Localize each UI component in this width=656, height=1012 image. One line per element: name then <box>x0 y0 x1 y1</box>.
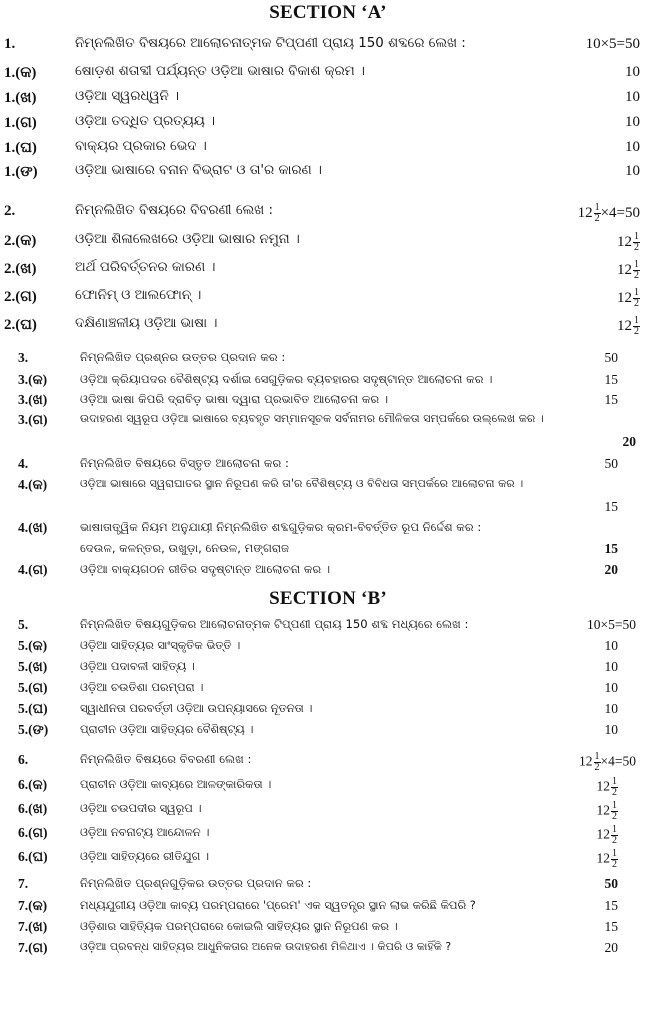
part-text: ସ୍ୱାଧୀନତା ପରବର୍ତ୍ତୀ ଓଡ଼ିଆ ଉପନ୍ୟାସରେ ନୂତନତା । <box>80 701 313 715</box>
part-marks: 10 <box>625 64 640 80</box>
part-number: 1.(ଘ) <box>4 140 37 156</box>
part-marks: 10 <box>625 114 640 130</box>
question-text: ନିମ୍ନଲିଖିତ ପ୍ରଶ୍ନଗୁଡ଼ିକର ଉତ୍ତର ପ୍ରଦାନ କର : <box>80 876 312 890</box>
part-marks: 12 $\frac{1}{2}$ <box>617 231 639 253</box>
part-number: 3.(ଗ) <box>18 412 48 427</box>
part-marks: 10 <box>604 680 618 695</box>
question-marks: 12 $\frac{1}{2}$ ×4=50 <box>579 751 636 773</box>
part-marks: 10 <box>625 163 640 179</box>
part-text: ପ୍ରାଚୀନ ଓଡ଼ିଆ ସାହିତ୍ୟର ବୈଶିଷ୍ଟ୍ୟ । <box>80 722 254 736</box>
part-number: 2.(ଖ) <box>4 261 37 277</box>
part-marks: 10 <box>604 638 618 653</box>
section-a-heading: SECTION ‘A’ <box>269 2 387 23</box>
question-number: 5. <box>18 617 29 632</box>
part-number: 3.(ଖ) <box>18 392 48 407</box>
question-text: ନିମ୍ନଲିଖିତ ବିଷୟଗୁଡ଼ିକର ଆଲୋଚନାତ୍ମକ ଟିପ୍ପଣୀ ପ୍ରାୟ 150 ଶବ୍ଦ ମଧ୍ୟରେ ଲେଖ : <box>80 617 469 631</box>
question-marks: 50 <box>604 876 618 891</box>
part-number: 2.(କ) <box>4 233 37 249</box>
part-number: 1.(ଗ) <box>4 115 37 131</box>
question-number: 1. <box>4 36 16 52</box>
part-number: 2.(ଘ) <box>4 317 37 333</box>
part-number: 6.(ଖ) <box>18 801 48 816</box>
part-number: 4.(ଗ) <box>18 562 48 577</box>
part-marks: 10 <box>625 139 640 155</box>
part-text: ବାକ୍ୟର ପ୍ରକାର ଭେଦ । <box>75 139 207 154</box>
part-marks: 12 $\frac{1}{2}$ <box>617 315 639 337</box>
part-number: 6.(ଗ) <box>18 825 48 840</box>
part-marks: 12 $\frac{1}{2}$ <box>596 776 617 798</box>
question-marks: 10×5=50 <box>587 617 636 632</box>
part-text: ଓଡ଼ିଆ ଭାଷାରେ ବନାନ ବିଭ୍ରାଟ ଓ ତା'ର କାରଣ । <box>75 163 322 178</box>
part-text: ଓଡ଼ିଆ କ୍ରିୟାପଦର ବୈଶିଷ୍ଟ୍ୟ ଦର୍ଶାଇ ସେଗୁଡ଼ିକର ବ୍ୟବହାରର ସଦୃଷ୍ଟାନ୍ତ ଆଲୋଚନା କର । <box>80 372 493 386</box>
part-text: ଓଡ଼ିଆ ତଦ୍ଧିତ ପ୍ରତ୍ୟୟ । <box>75 114 216 129</box>
question-3c-marks: 20 <box>622 434 636 449</box>
part-text: ଓଡ଼ିଆ ପ୍ରବନ୍ଧ ସାହିତ୍ୟର ଆଧୁନିକତାର ଅନେକ ଉଦାହରଣ ମିଳିଥାଏ । କିପରି ଓ କାହିଁକି ? <box>80 940 452 953</box>
part-marks: 10 <box>604 659 618 674</box>
part-marks: 10 <box>604 701 618 716</box>
part-text: ମଧ୍ୟଯୁଗୀୟ ଓଡ଼ିଆ କାବ୍ୟ ପରମ୍ପରାରେ 'ପ୍ରେମ' ଏକ ସ୍ୱତନ୍ତ୍ର ସ୍ଥାନ ଲାଭ କରିଛି କିପରି ? <box>80 898 476 912</box>
part-marks: 20 <box>604 940 618 955</box>
question-marks: 50 <box>604 456 618 471</box>
question-marks: 10×5=50 <box>585 36 640 52</box>
part-marks: 15 <box>604 392 618 407</box>
part-text: ଓଡ଼ିଆ ଚଉପଦୀର ସ୍ୱରୂପ । <box>80 801 202 815</box>
question-number: 4. <box>18 456 29 471</box>
part-text: ଷୋଡ଼ଶ ଶତାବ୍ଦୀ ପର୍ଯ୍ୟନ୍ତ ଓଡ଼ିଆ ଭାଷାର ବିକାଶ କ୍ରମ । <box>75 64 365 79</box>
part-text: ଓଡ଼ିଆ ସାହିତ୍ୟର ସାଂସ୍କୃତିକ ଭିତ୍ତି । <box>80 638 241 652</box>
part-marks: 12 $\frac{1}{2}$ <box>596 848 617 870</box>
part-marks: 15 <box>604 541 618 556</box>
part-number: 5.(ଗ) <box>18 680 48 695</box>
part-marks: 20 <box>604 562 618 577</box>
question-number: 3. <box>18 350 29 365</box>
part-number: 4.(କ) <box>18 477 48 492</box>
question-text: ନିମ୍ନଲିଖିତ ବିଷୟରେ ଆଲୋଚନାତ୍ମକ ଟିପ୍ପଣୀ ପ୍ରାୟ 150 ଶବ୍ଦରେ ଲେଖ : <box>75 36 466 51</box>
question-marks: 50 <box>604 350 618 365</box>
part-marks: 10 <box>625 89 640 105</box>
part-text: ଓଡ଼ିଆ ସାହିତ୍ୟରେ ରୀତିଯୁଗ । <box>80 849 210 863</box>
part-number: 5.(ଘ) <box>18 701 48 716</box>
question-text: ନିମ୍ନଲିଖିତ ବିଷୟରେ ବିବରଣୀ ଲେଖ : <box>80 752 252 766</box>
part-number: 3.(କ) <box>18 372 48 387</box>
part-text: ଓଡ଼ିଆ ସ୍ୱରଧ୍ୱନି । <box>75 89 180 104</box>
part-marks: 12 $\frac{1}{2}$ <box>617 287 639 309</box>
part-number: 7.(ଗ) <box>18 940 48 955</box>
part-text: ଓଡ଼ିଆ ଶିଳାଲେଖରେ ଓଡ଼ିଆ ଭାଷାର ନମୁନା । <box>75 232 300 247</box>
question-text: ନିମ୍ନଲିଖିତ ବିଷୟରେ ବିବରଣୀ ଲେଖ : <box>75 203 273 218</box>
part-text: ଓଡ଼ିଆ ଭାଷା କିପରି ଦ୍ରାବିଡ଼ ଭାଷା ଦ୍ୱାରା ପ୍ରଭାବିତ ଆଲୋଚନା କର । <box>80 392 389 406</box>
section-b-heading: SECTION ‘B’ <box>269 588 387 609</box>
part-number: 5.(ଙ) <box>18 722 49 737</box>
part-number: 4.(ଖ) <box>18 520 48 535</box>
part-marks: 12 $\frac{1}{2}$ <box>596 824 617 846</box>
part-text: ଅର୍ଥ ପରିବର୍ତ୍ତନର କାରଣ । <box>75 260 216 275</box>
part-number: 2.(ଗ) <box>4 289 37 305</box>
part-marks: 15 <box>604 898 618 913</box>
part-marks: 10 <box>604 722 618 737</box>
question-4a-marks: 15 <box>604 499 618 514</box>
question-number: 7. <box>18 876 29 891</box>
part-text: ଉଦାହରଣ ସ୍ୱରୂପ ଓଡ଼ିଆ ଭାଷାରେ ବ୍ୟବହୃତ ସମ୍ମାନସୂଚକ ସର୍ବନାମର ମୌଳିକତା ସମ୍ପର୍କରେ ଉଲ୍ଲେଖ କର । <box>80 412 544 425</box>
part-text: ଓଡ଼ିଆ ପଦାବଳୀ ସାହିତ୍ୟ । <box>80 659 195 673</box>
half-fraction: $\frac{1}{2}$ <box>594 202 600 224</box>
part-number: 7.(ଖ) <box>18 919 48 934</box>
part-text: ଓଡ଼ିଶାର ସାହିତ୍ୟିକ ପରମ୍ପରାରେ କୋଇଲି ସାହିତ୍ୟର ସ୍ଥାନ ନିରୂପଣ କର । <box>80 919 398 933</box>
part-number: 7.(କ) <box>18 898 48 913</box>
part-word-list: ଦେଉଳ, କଳନ୍ତର, ଉଖୁଡ଼ା, ନେଉଳ, ମଙ୍ଗରାଜ <box>80 541 290 555</box>
part-marks: 15 <box>604 372 618 387</box>
part-text: ପ୍ରାଚୀନ ଓଡ଼ିଆ କାବ୍ୟରେ ଆଳଙ୍କାରିକତା । <box>80 777 272 791</box>
part-number: 5.(ଖ) <box>18 659 48 674</box>
part-marks: 15 <box>604 919 618 934</box>
part-text: ଦକ୍ଷିଣାଞ୍ଚଳୀୟ ଓଡ଼ିଆ ଭାଷା । <box>75 316 218 331</box>
part-number: 6.(କ) <box>18 777 48 792</box>
part-text: ଓଡ଼ିଆ ଚଉତିଶା ପରମ୍ପରା । <box>80 680 204 694</box>
part-text: ଓଡ଼ିଆ ଭାଷାରେ ସ୍ୱରାଘାତର ସ୍ଥାନ ନିରୂପଣ କରି ତା'ର ବୈଶିଷ୍ଟ୍ୟ ଓ ବିବିଧତା ସମ୍ପର୍କରେ ଆଲୋଚନା କର । <box>80 477 524 490</box>
part-text: ଓଡ଼ିଆ ବାକ୍ୟଗଠନ ରୀତିର ସଦୃଷ୍ଟାନ୍ତ ଆଲୋଚନା କର । <box>80 562 331 576</box>
part-number: 1.(ଙ) <box>4 164 38 180</box>
part-number: 5.(କ) <box>18 638 48 653</box>
part-text: ଫୋନିମ୍ ଓ ଆଲଫୋନ୍ । <box>75 288 202 303</box>
part-number: 6.(ଘ) <box>18 849 48 864</box>
part-text: ଓଡ଼ିଆ ନବନାଟ୍ୟ ଆନ୍ଦୋଳନ । <box>80 825 210 839</box>
part-marks: 12 $\frac{1}{2}$ <box>617 259 639 281</box>
question-text: ନିମ୍ନଲିଖିତ ପ୍ରଶ୍ନର ଉତ୍ତର ପ୍ରଦାନ କର : <box>80 350 286 364</box>
part-number: 1.(କ) <box>4 65 37 81</box>
question-number: 6. <box>18 752 29 767</box>
question-number: 2. <box>4 203 16 219</box>
part-text: ଭାଷାତାତ୍ତ୍ୱିକ ନିୟମ ଅନୁଯାୟୀ ନିମ୍ନଲିଖିତ ଶବ୍ଦଗୁଡ଼ିକର କ୍ରମ-ବିବର୍ତ୍ତିତ ରୂପ ନିର୍ଦ୍ଦେଶ କର : <box>80 520 482 534</box>
part-marks: 12 $\frac{1}{2}$ <box>596 800 617 822</box>
question-text: ନିମ୍ନଲିଖିତ ବିଷୟରେ ବିସ୍ତୃତ ଆଲୋଚନା କର : <box>80 456 289 470</box>
question-marks: 12 $\frac{1}{2}$ ×4=50 <box>577 202 640 224</box>
part-number: 1.(ଖ) <box>4 90 37 106</box>
